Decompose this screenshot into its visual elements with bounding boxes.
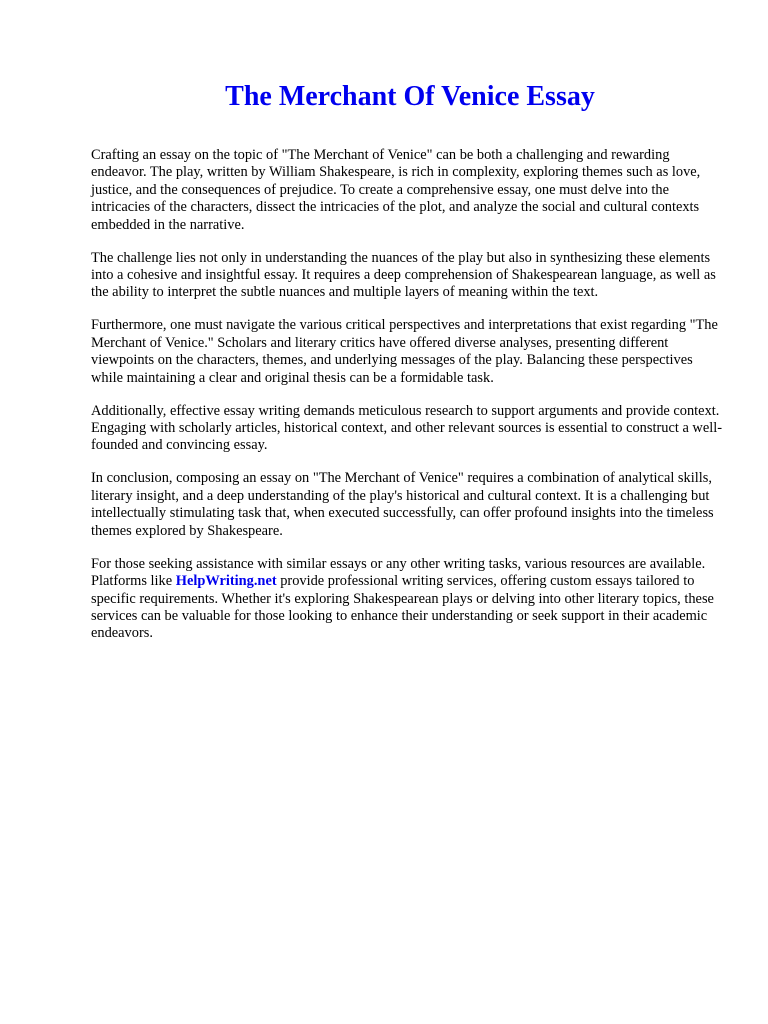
paragraph-6-after-link: provide professional writing services, offering custom essays tailored to specific requirements. Whether it's exploring Shakespearean plays or delving into other literary topics, these services can be valuable for those looking to enhance their understanding or seek support in their academic endeavors.: [91, 573, 714, 642]
helpwriting-link[interactable]: HelpWriting.net: [175, 573, 277, 590]
paragraph-1: Crafting an essay on the topic of "The Merchant of Venice" can be both a challenging and rewarding endeavor. The play, written by William Shakespeare, is rich in complexity, exploring themes such as love, justice, and the consequences of prejudice. To create a comprehensive essay, one must delve into the intricacies of the characters, dissect the intricacies of the plot, and analyze the social and cultural contexts embedded in the narrative.: [91, 147, 701, 233]
paragraph-3: Furthermore, one must navigate the various critical perspectives and interpretations that exist regarding "The Merchant of Venice." Scholars and literary critics have offered diverse analyses, presenting different viewpoints on the characters, themes, and underlying messages of the play. Balancing these perspectives while maintaining a clear and original thesis can be a formidable task.: [91, 317, 718, 386]
paragraph-5: In conclusion, composing an essay on "The Merchant of Venice" requires a combination of analytical skills, literary insight, and a deep understanding of the play's historical and cultural context. It is a challenging but intellectually stimulating task that, when executed successfully, can offer profound insights into the timeless themes explored by Shakespeare.: [91, 470, 714, 539]
paragraph-6: [91, 556, 727, 643]
paragraph-2: The challenge lies not only in understanding the nuances of the play but also in synthesizing these elements into a cohesive and insightful essay. It requires a deep comprehension of Shakespearean language, as well as the ability to interpret the subtle nuances and multiple layers of meaning within the text.: [91, 249, 716, 301]
page-title: The Merchant Of Venice Essay: [225, 81, 595, 112]
paragraph-4: Additionally, effective essay writing demands meticulous research to support arguments and provide context. Engaging with scholarly articles, historical context, and other relevant sources is essential to construct a well-founded and convincing essay.: [91, 402, 722, 454]
paragraph-6-before-link: For those seeking assistance with similar essays or any other writing tasks, various resources are available. Platforms like: [91, 555, 706, 590]
essay-body: [91, 147, 727, 658]
